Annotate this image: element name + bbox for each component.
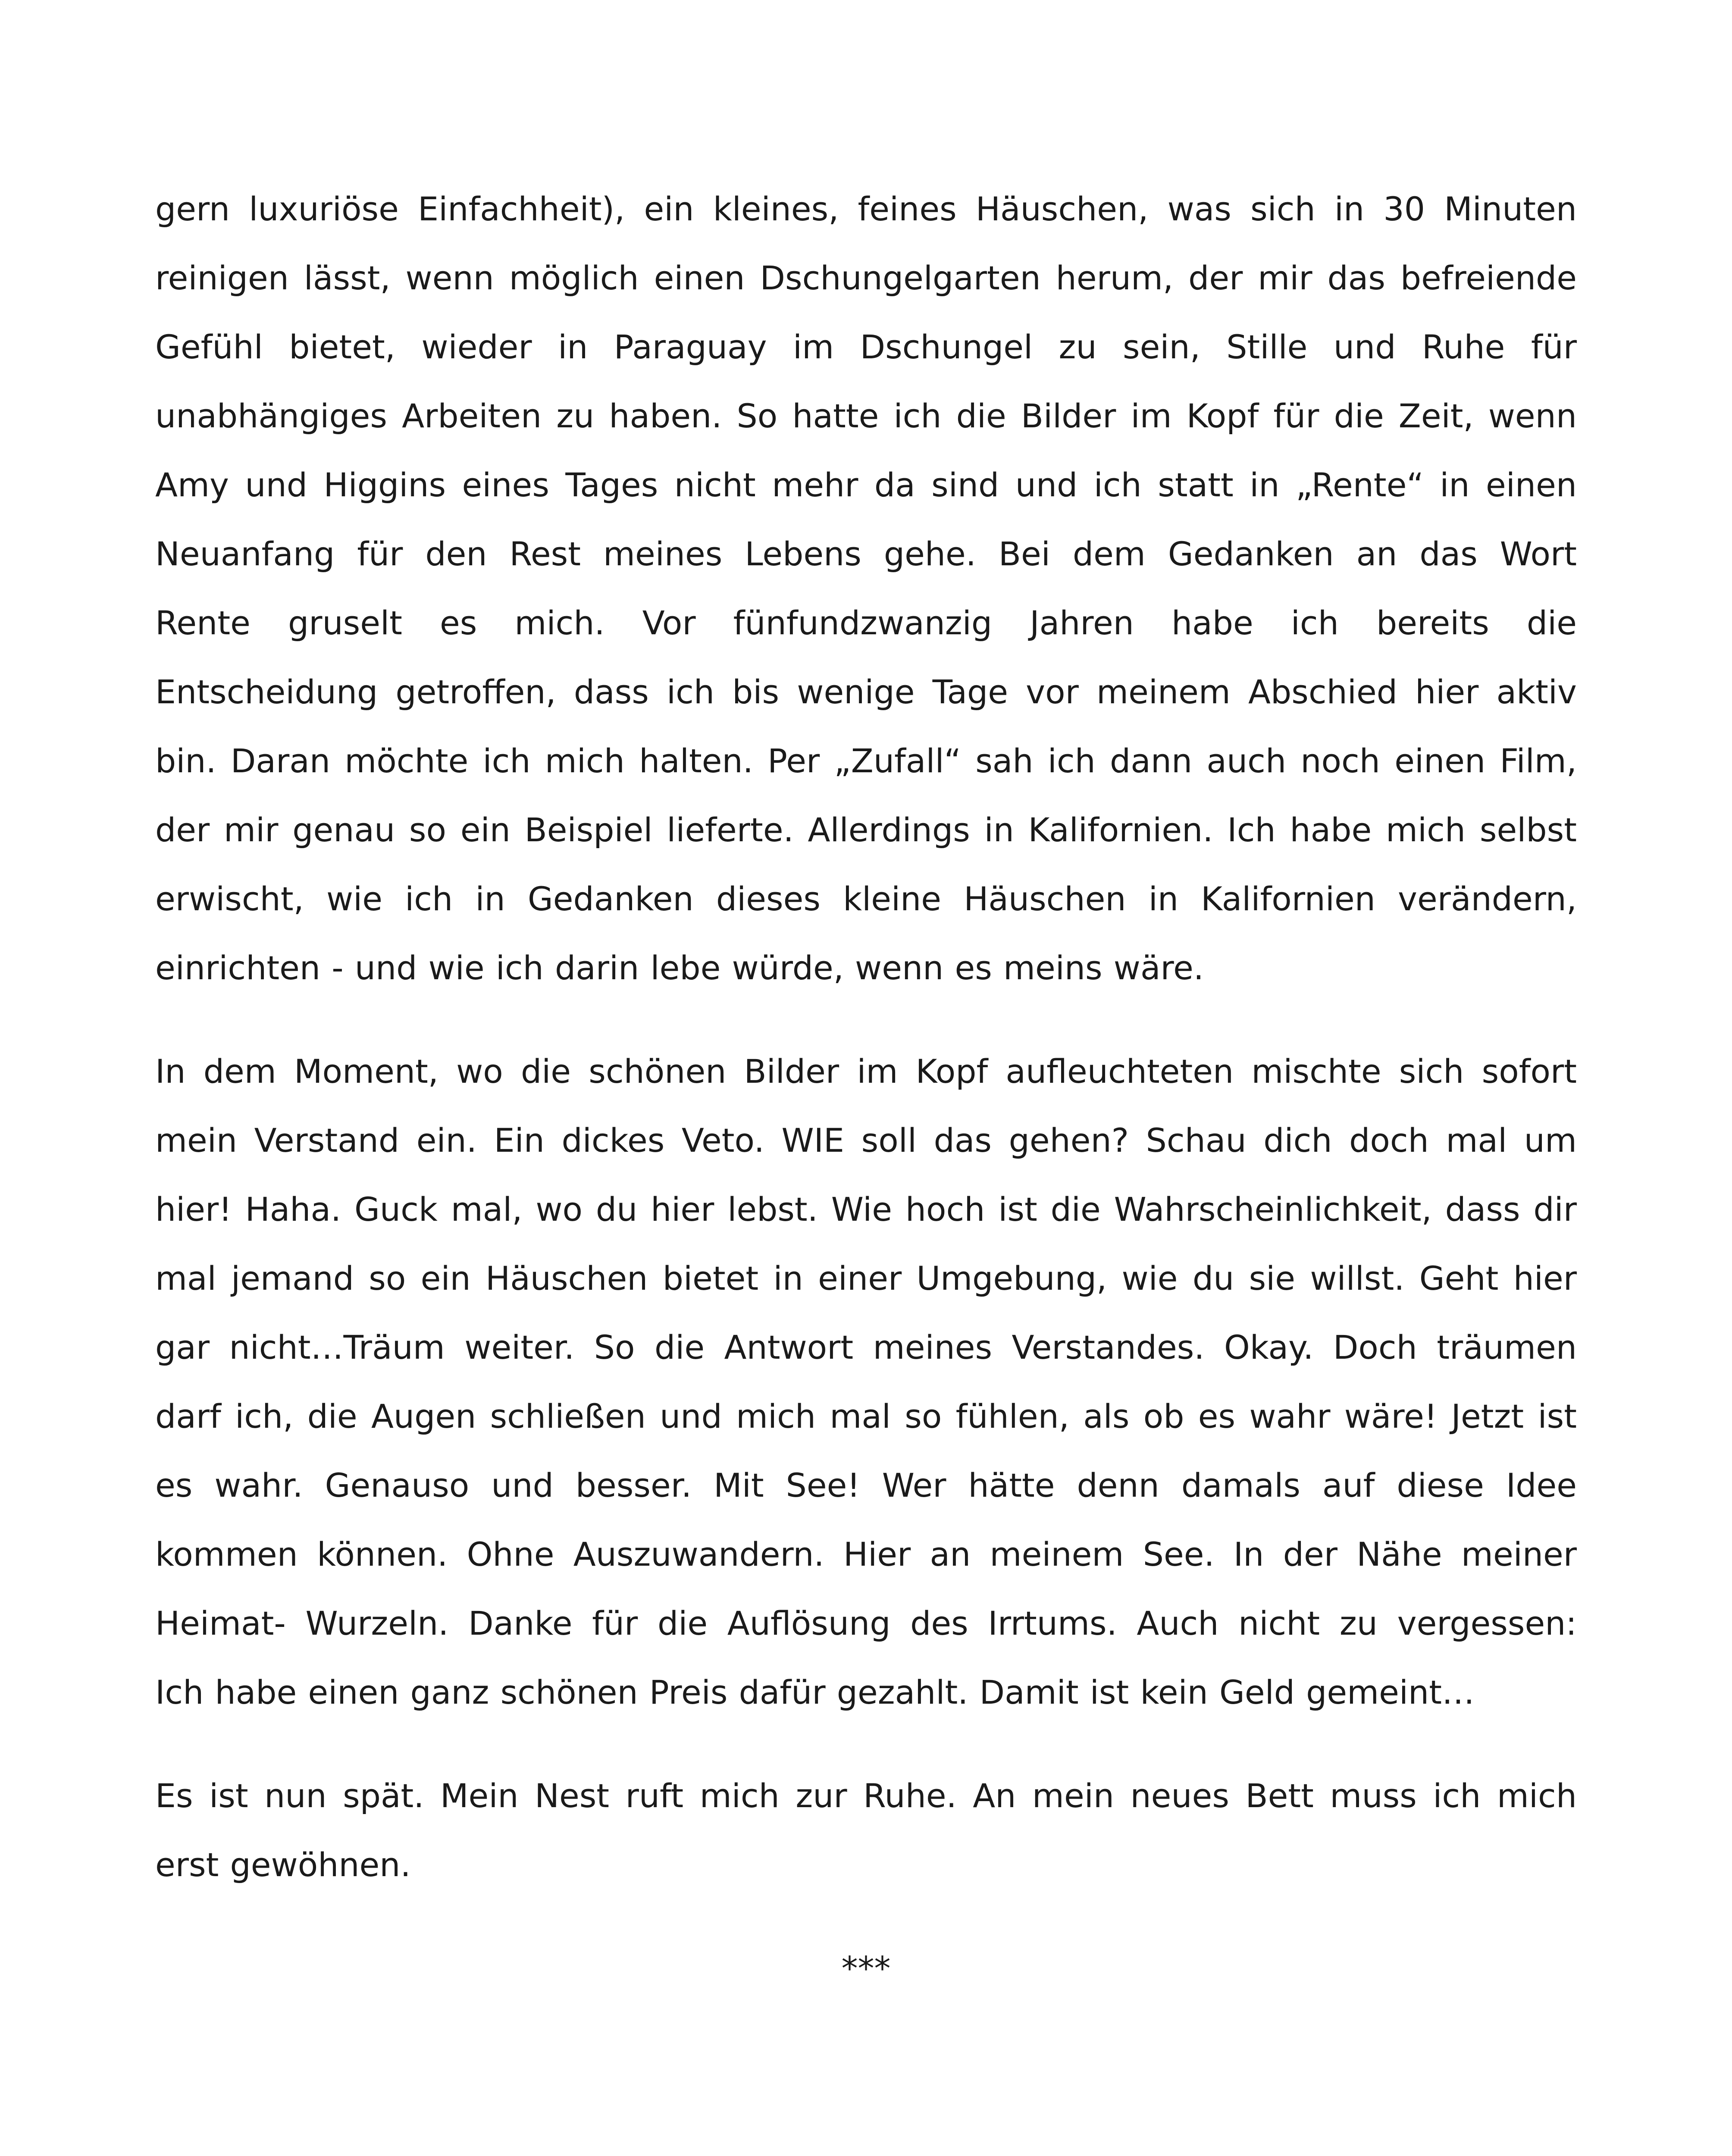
- paragraph-line: hier! Haha. Guck mal, wo du hier lebst. Wie hoch ist die Wahrscheinlichkeit, dass dir: [155, 1190, 1577, 1228]
- paragraph-2: [155, 1037, 1577, 1727]
- paragraph-line: Ich habe einen ganz schönen Preis dafür gezahlt. Damit ist kein Geld gemeint…: [155, 1673, 1475, 1711]
- paragraph-line: Neuanfang für den Rest meines Lebens gehe. Bei dem Gedanken an das Wort: [155, 535, 1577, 573]
- paragraph-line: Es ist nun spät. Mein Nest ruft mich zur Ruhe. An mein neues Bett muss ich mich: [155, 1777, 1577, 1815]
- paragraph-line: bin. Daran möchte ich mich halten. Per „Zufall“ sah ich dann auch noch einen Film,: [155, 742, 1577, 780]
- paragraph-line: mein Verstand ein. Ein dickes Veto. WIE soll das gehen? Schau dich doch mal um: [155, 1121, 1577, 1159]
- paragraph-line: gar nicht…Träum weiter. So die Antwort meines Verstandes. Okay. Doch träumen: [155, 1328, 1577, 1366]
- paragraph-3: [155, 1761, 1577, 1899]
- paragraph-line: Entscheidung getroffen, dass ich bis wenige Tage vor meinem Abschied hier aktiv: [155, 673, 1577, 711]
- paragraph-line: mal jemand so ein Häuschen bietet in einer Umgebung, wie du sie willst. Geht hier: [155, 1259, 1577, 1297]
- paragraph-line: der mir genau so ein Beispiel lieferte. Allerdings in Kalifornien. Ich habe mich selbst: [155, 811, 1577, 849]
- paragraph-line: erst gewöhnen.: [155, 1846, 411, 1884]
- paragraph-1: [155, 175, 1577, 1003]
- paragraph-line: In dem Moment, wo die schönen Bilder im Kopf aufleuchteten mischte sich sofort: [155, 1052, 1577, 1091]
- paragraph-line: Gefühl bietet, wieder in Paraguay im Dschungel zu sein, Stille und Ruhe für: [155, 328, 1577, 366]
- paragraph-line: reinigen lässt, wenn möglich einen Dschungelgarten herum, der mir das befreiende: [155, 259, 1577, 297]
- paragraph-line: es wahr. Genauso und besser. Mit See! Wer hätte denn damals auf diese Idee: [155, 1466, 1577, 1504]
- paragraph-line: unabhängiges Arbeiten zu haben. So hatte ich die Bilder im Kopf für die Zeit, wenn: [155, 397, 1577, 435]
- paragraph-line: kommen können. Ohne Auszuwandern. Hier an meinem See. In der Nähe meiner: [155, 1535, 1577, 1573]
- paragraph-line: Rente gruselt es mich. Vor fünfundzwanzig Jahren habe ich bereits die: [155, 604, 1577, 642]
- paragraph-line: gern luxuriöse Einfachheit), ein kleines, feines Häuschen, was sich in 30 Minuten: [155, 190, 1577, 228]
- paragraph-line: erwischt, wie ich in Gedanken dieses kleine Häuschen in Kalifornien verändern,: [155, 880, 1577, 918]
- paragraph-line: Heimat- Wurzeln. Danke für die Auflösung des Irrtums. Auch nicht zu vergessen:: [155, 1604, 1577, 1642]
- paragraph-line: darf ich, die Augen schließen und mich mal so fühlen, als ob es wahr wäre! Jetzt ist: [155, 1397, 1577, 1435]
- section-separator: ***: [841, 1949, 891, 1987]
- paragraph-line: Amy und Higgins eines Tages nicht mehr da sind und ich statt in „Rente“ in einen: [155, 466, 1577, 504]
- paragraph-line: einrichten - und wie ich darin lebe würde, wenn es meins wäre.: [155, 949, 1204, 987]
